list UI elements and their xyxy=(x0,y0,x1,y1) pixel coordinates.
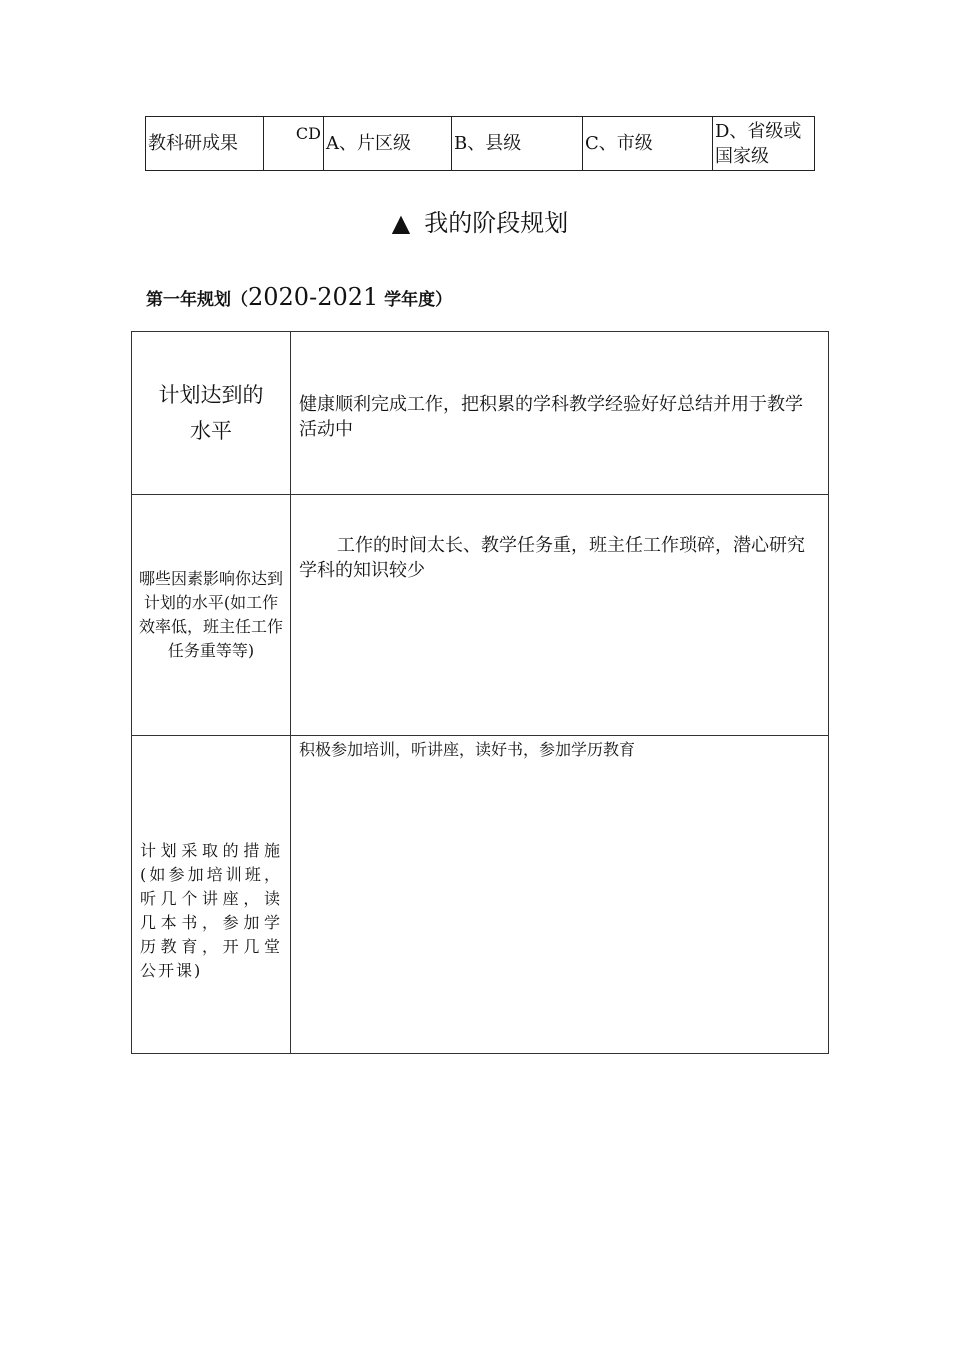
section-title-text: 我的阶段规划 xyxy=(424,209,569,237)
plan-row-factors xyxy=(132,495,829,736)
plan-content-target-level: 健康顺利完成工作，把积累的学科教学经验好好总结并用于教学活动中 xyxy=(299,394,803,440)
triangle-icon: ▲ xyxy=(391,209,411,237)
plan-table xyxy=(131,331,829,1054)
year-heading-years: 2020-2021 xyxy=(248,283,379,311)
rating-option-d: D、省级或国家级 xyxy=(713,117,815,171)
year-heading-prefix: 第一年规划（ xyxy=(146,290,248,310)
plan-label-factors: 哪些因素影响你达到计划的水平(如工作效率低，班主任工作任务重等等) xyxy=(138,569,283,660)
rating-label: 教科研成果 xyxy=(146,117,264,171)
section-title xyxy=(0,203,960,238)
rating-option-c: C、市级 xyxy=(583,117,713,171)
year-heading xyxy=(146,283,452,311)
plan-content-factors: 工作的时间太长、教学任务重，班主任工作琐碎，潜心研究学科的知识较少 xyxy=(299,535,805,581)
plan-row-measures xyxy=(132,736,829,1054)
year-heading-suffix: 学年度） xyxy=(378,290,453,310)
achievement-rating-table xyxy=(145,116,815,171)
plan-row-target-level xyxy=(132,332,829,495)
plan-label-target-level: 计划达到的水平 xyxy=(158,383,264,443)
rating-grade: CD xyxy=(264,117,324,171)
plan-content-measures: 积极参加培训，听讲座，读好书，参加学历教育 xyxy=(299,740,636,759)
plan-label-measures: 计划采取的措施(如参加培训班，听几个讲座，读几本书，参加学历教育，开几堂公开课) xyxy=(140,840,282,980)
rating-option-b: B、县级 xyxy=(452,117,583,171)
rating-option-a: A、片区级 xyxy=(324,117,452,171)
rating-row xyxy=(146,117,815,171)
